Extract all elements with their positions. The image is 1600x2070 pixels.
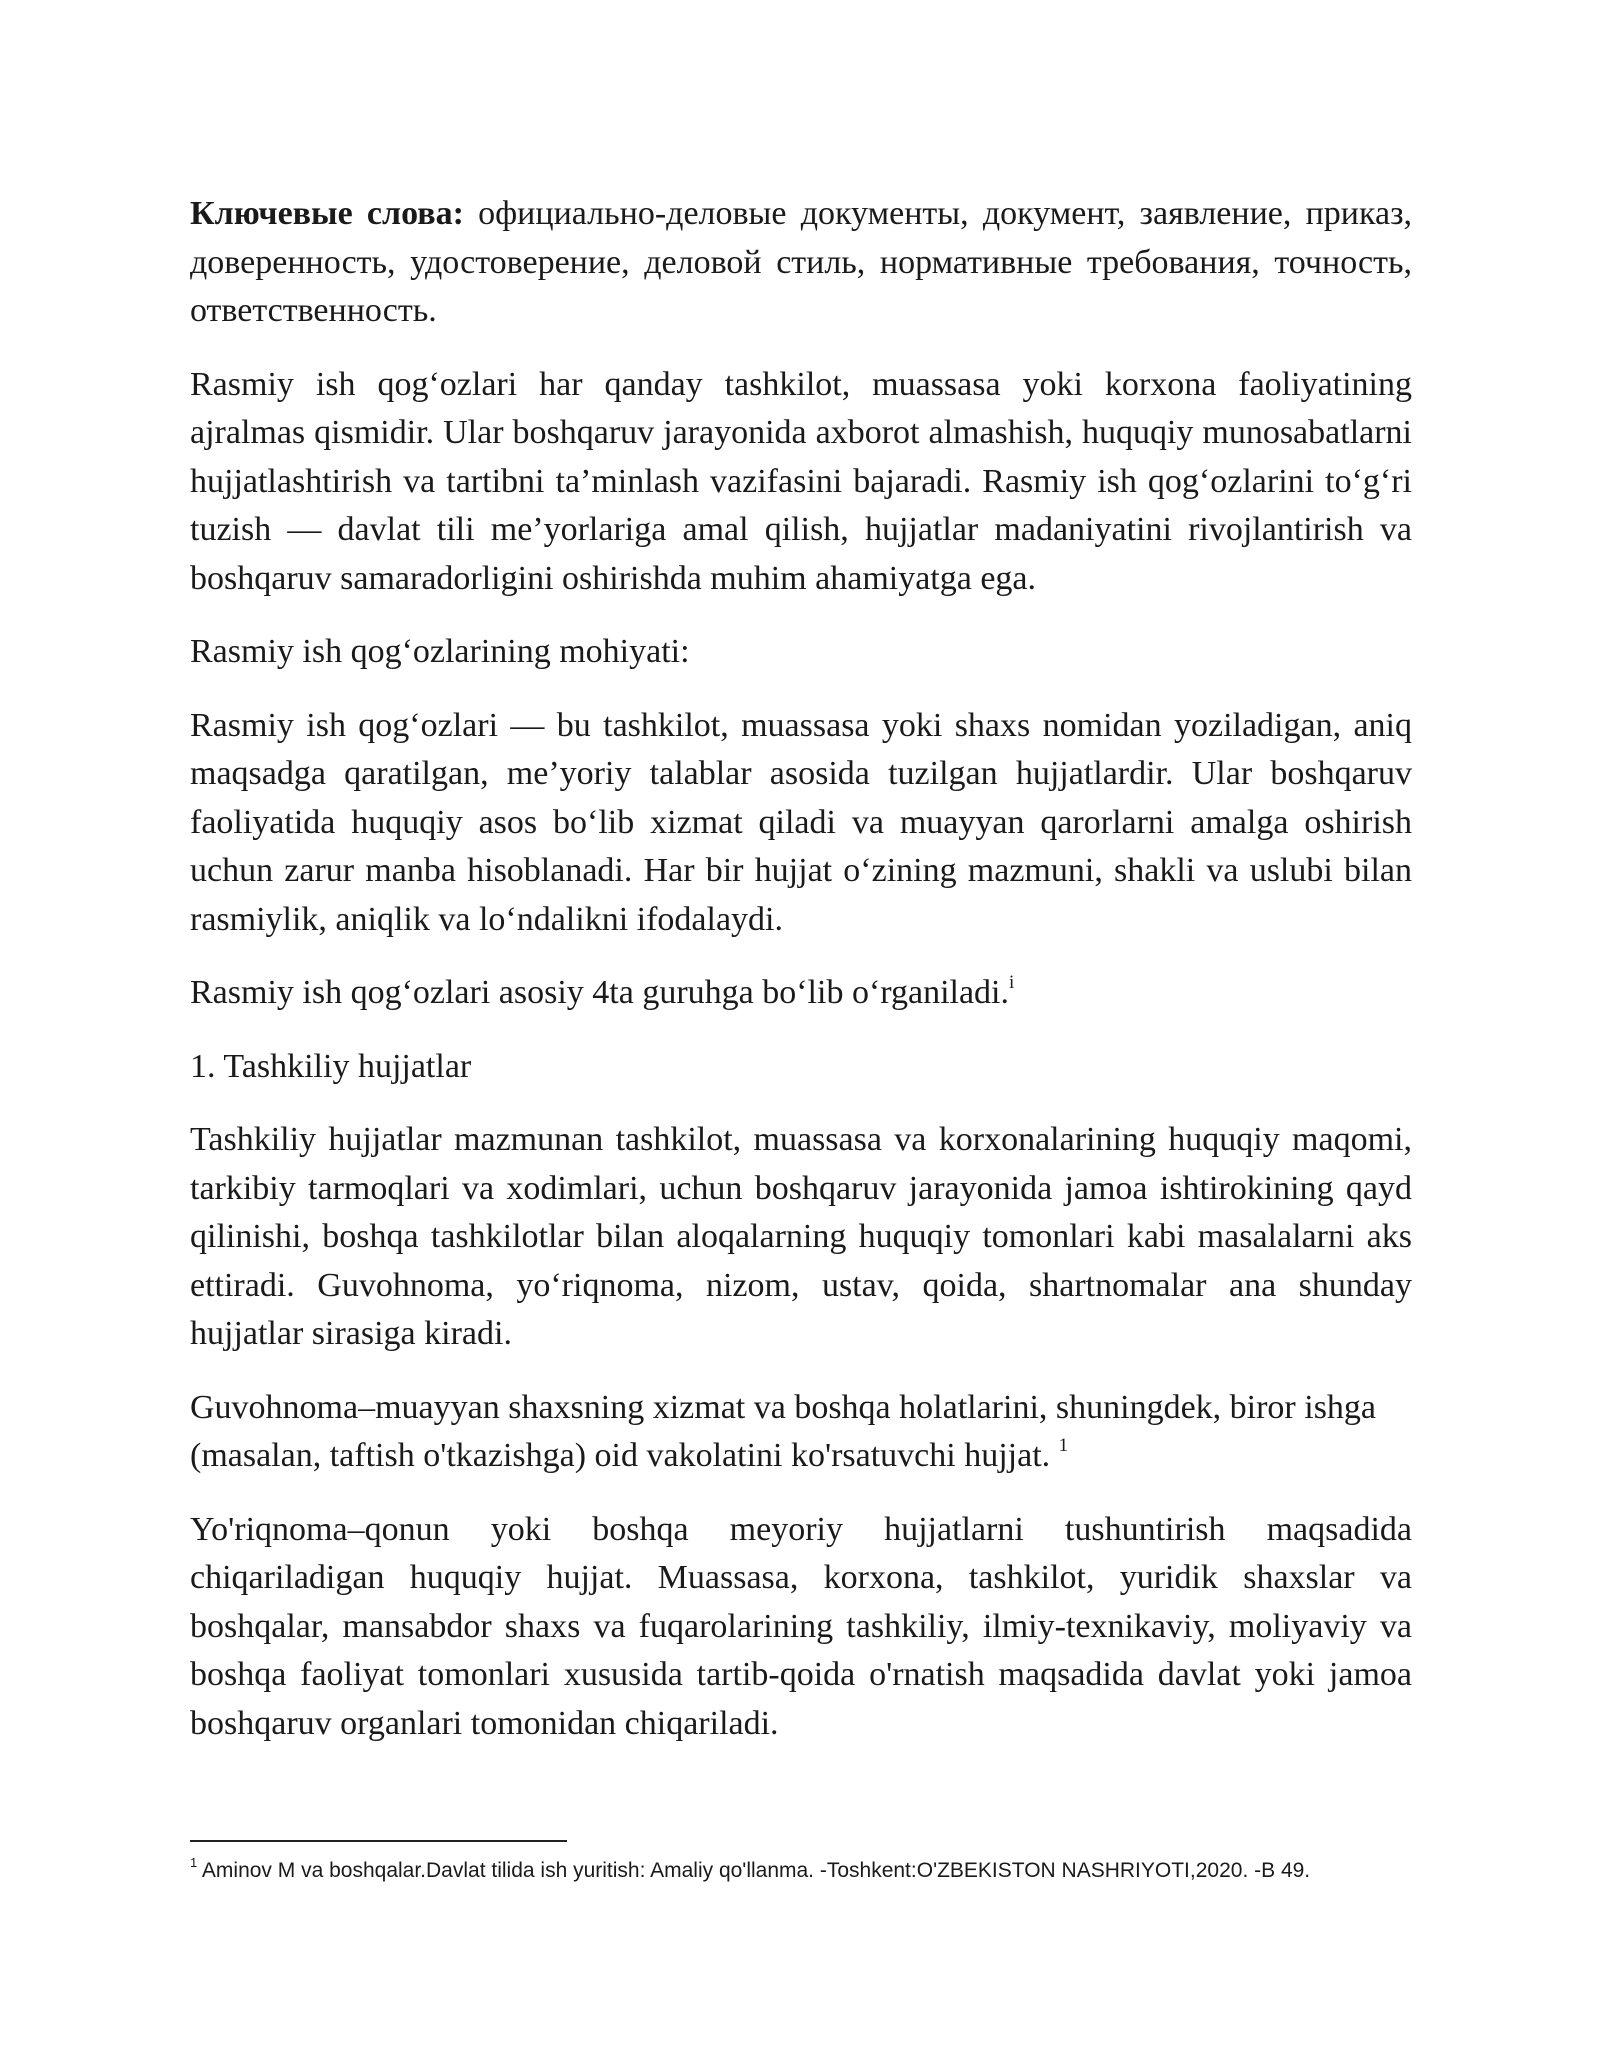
keywords-label: Ключевые слова: [190,195,464,232]
yoriqnoma-paragraph: Yo'riqnoma–qonun yoki boshqa meyoriy hujjatlarni tushuntirish maqsadida chiqariladigan huquqiy hujjat. Muassasa, korxona, tashkilot, yuridik shaxslar va boshqalar, mansabdor shaxs va fuqarolarining tashkiliy, ilmiy-texnikaviy, moliyaviy va boshqa faoliyat tomonlari xususida tartib-qoida o'rnatish maqsadida davlat yoki jamoa boshqaruv organlari tomonidan chiqariladi. [190,1510,1412,1742]
tashkiliy-paragraph: Tashkiliy hujjatlar mazmunan tashkilot, muassasa va korxonalarining huquqiy maqomi, tarkibiy tarmoqlari va xodimlari, uchun boshqaruv jarayonida jamoa ishtirokining qayd qilinishi, boshqa tashkilotlar bilan aloqalarning huquqiy tomonlari kabi masalalarni aks ettiradi. Guvohnoma, yo‘riqnoma, nizom, ustav, qoida, shartnomalar ana shunday hujjatlar sirasiga kiradi. [190,1121,1412,1352]
footnote-text: Aminov M va boshqalar.Davlat tilida ish yuritish: Amaliy qo'llanma. -Toshkent:O'ZBEKISTON NASHRIYOTI,2020. -B 49. [197,1859,1311,1882]
footnote-reference[interactable]: 1 [1058,1434,1069,1456]
endnote-marker: i [1009,971,1015,993]
intro-paragraph: Rasmiy ish qog‘ozlari har qanday tashkilot, muassasa yoki korxona faoliyatining ajralmas qismidir. Ular boshqaruv jarayonida axborot almashish, huquqiy munosabatlarni hujjatlashtirish va tartibni ta’minlash vazifasini bajaradi. Rasmiy ish qog‘ozlarini to‘g‘ri tuzish — davlat tili me’yorlariga amal qilish, hujjatlar madaniyatini rivojlantirish va boshqaruv samaradorligini oshirishda muhim ahamiyatga ega. [190,365,1412,597]
footnote-separator [190,1840,567,1842]
keywords-paragraph [190,190,1412,336]
guvohnoma-text: Guvohnoma–muayyan shaxsning xizmat va boshqa holatlarini, shuningdek, biror ishga (masalan, taftish o'tkazishga) oid vakolatini ko'rsatuvchi hujjat. [190,1388,1377,1474]
keywords-text: официально-деловые документы, документ, заявление, приказ, доверенность, удостоверение, деловой стиль, нормативные требования, точность, ответственность. [190,195,1412,329]
footnote [190,1857,1412,1885]
mohiyat-paragraph: Rasmiy ish qog‘ozlari — bu tashkilot, muassasa yoki shaxs nomidan yoziladigan, aniq maqsadga qaratilgan, me’yoriy talablar asosida tuzilgan hujjatlardir. Ular boshqaruv faoliyatida huquqiy asos bo‘lib xizmat qiladi va muayyan qarorlarni amalga oshirish uchun zarur manba hisoblanadi. Har bir hujjat o‘zining mazmuni, shakli va uslubi bilan rasmiylik, aniqlik va lo‘ndalikni ifodalaydi. [190,706,1412,938]
document-body [190,190,1412,1773]
groups-text: Rasmiy ish qog‘ozlari asosiy 4ta guruhga bo‘lib o‘rganiladi. [190,974,1010,1011]
guvohnoma-paragraph [190,1384,1412,1481]
section-heading: 1. Tashkiliy hujjatlar [190,1047,472,1085]
footnote-marker: 1 [190,1855,198,1870]
groups-paragraph [190,969,1412,1018]
mohiyat-heading: Rasmiy ish qog‘ozlarining mohiyati: [190,633,690,670]
